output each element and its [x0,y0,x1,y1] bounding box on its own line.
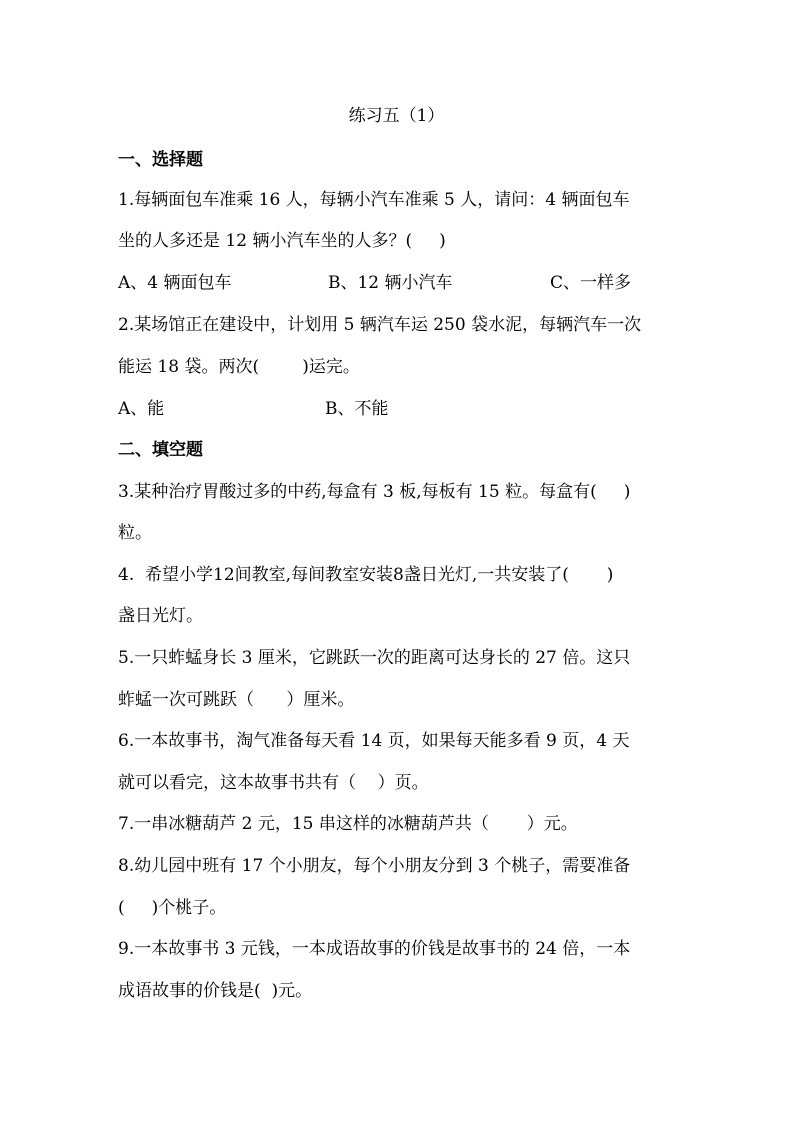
section-heading-choice: 一、选择题 [118,150,203,170]
page-title: 练习五（1） [348,106,445,126]
q1-option-b: B、12 辆小汽车 [328,273,453,293]
q3-line1: 3.某种治疗胃酸过多的中药,每盒有 3 板,每板有 15 粒。每盒有( ) [118,482,631,502]
q9-line2: 成语故事的价钱是( )元。 [118,981,313,1001]
q4-line1: 4. 希望小学12间教室,每间教室安装8盏日光灯,一共安装了( ) [118,565,614,585]
q8-line2: ( )个桃子。 [118,898,227,918]
q4-line2: 盏日光灯。 [118,606,203,626]
q1-option-c: C、一样多 [550,273,632,293]
q7-line1: 7.一串冰糖葫芦 2 元，15 串这样的冰糖葫芦共（ ）元。 [118,814,578,834]
q2-option-a: A、能 [118,399,165,419]
q9-line1: 9.一本故事书 3 元钱，一本成语故事的价钱是故事书的 24 倍，一本 [118,939,631,959]
q3-line2: 粒。 [118,523,152,543]
q2-option-b: B、不能 [325,399,389,419]
q5-line2: 蚱蜢一次可跳跃（ ）厘米。 [118,690,355,710]
q5-line1: 5.一只蚱蜢身长 3 厘米，它跳跃一次的距离可达身长的 27 倍。这只 [118,648,631,668]
q2-line2: 能运 18 袋。两次( )运完。 [118,357,360,377]
q2-line1: 2.某场馆正在建设中，计划用 5 辆汽车运 250 袋水泥，每辆汽车一次 [118,315,642,335]
q6-line2: 就可以看完，这本故事书共有（ ）页。 [118,773,429,793]
q1-option-a: A、4 辆面包车 [118,273,232,293]
q1-line2: 坐的人多还是 12 辆小汽车坐的人多？( ) [118,231,446,251]
q1-line1: 1.每辆面包车准乘 16 人，每辆小汽车准乘 5 人，请问：4 辆面包车 [118,190,630,210]
section-heading-fill: 二、填空题 [118,440,203,460]
q6-line1: 6.一本故事书，淘气准备每天看 14 页，如果每天能多看 9 页，4 天 [118,731,630,751]
q8-line1: 8.幼儿园中班有 17 个小朋友，每个小朋友分到 3 个桃子，需要准备 [118,856,631,876]
